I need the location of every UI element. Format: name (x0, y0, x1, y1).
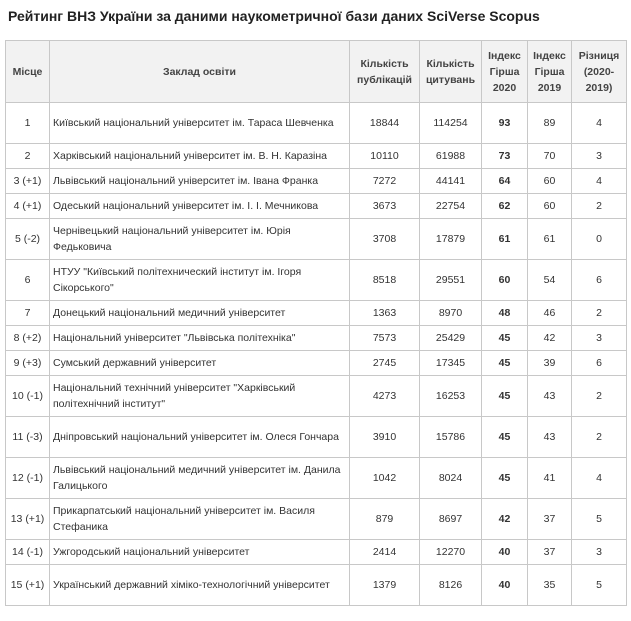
column-header-institution: Заклад освіти (50, 41, 350, 103)
table-row (6, 376, 627, 417)
institution-cell: Прикарпатський національний університет ім. Василя Стефаника (50, 499, 350, 540)
h-index-2019-cell: 43 (528, 376, 572, 417)
h-index-2019-cell: 54 (528, 260, 572, 301)
column-header-difference: Різниця (2020-2019) (572, 41, 627, 103)
table-row (6, 103, 627, 144)
h-index-2019-cell: 37 (528, 540, 572, 565)
table-row (6, 301, 627, 326)
citations-cell: 15786 (420, 417, 482, 458)
difference-cell: 3 (572, 144, 627, 169)
publications-cell: 18844 (350, 103, 420, 144)
place-cell: 8 (+2) (6, 326, 50, 351)
h-index-2020-cell: 45 (482, 458, 528, 499)
publications-cell: 1379 (350, 565, 420, 606)
publications-cell: 3673 (350, 194, 420, 219)
difference-cell: 4 (572, 458, 627, 499)
h-index-2019-cell: 42 (528, 326, 572, 351)
institution-cell: Ужгородський національний університет (50, 540, 350, 565)
publications-cell: 2414 (350, 540, 420, 565)
place-cell: 12 (-1) (6, 458, 50, 499)
place-cell: 15 (+1) (6, 565, 50, 606)
institution-cell: Український державний хіміко-технологічний університет (50, 565, 350, 606)
h-index-2020-cell: 93 (482, 103, 528, 144)
h-index-2019-cell: 61 (528, 219, 572, 260)
table-row (6, 540, 627, 565)
table-row (6, 169, 627, 194)
institution-cell: Чернівецький національний університет ім. Юрія Федьковича (50, 219, 350, 260)
institution-cell: Дніпровський національний університет ім. Олеся Гончара (50, 417, 350, 458)
institution-cell: Одеський національний університет ім. І. І. Мечникова (50, 194, 350, 219)
h-index-2019-cell: 70 (528, 144, 572, 169)
h-index-2019-cell: 43 (528, 417, 572, 458)
h-index-2020-cell: 40 (482, 565, 528, 606)
citations-cell: 25429 (420, 326, 482, 351)
h-index-2020-cell: 60 (482, 260, 528, 301)
institution-cell: Київський національний університет ім. Тараса Шевченка (50, 103, 350, 144)
table-row (6, 260, 627, 301)
citations-cell: 61988 (420, 144, 482, 169)
difference-cell: 6 (572, 351, 627, 376)
h-index-2020-cell: 45 (482, 351, 528, 376)
place-cell: 4 (+1) (6, 194, 50, 219)
difference-cell: 4 (572, 169, 627, 194)
citations-cell: 8970 (420, 301, 482, 326)
h-index-2019-cell: 35 (528, 565, 572, 606)
place-cell: 6 (6, 260, 50, 301)
institution-cell: Харківський національний університет ім. В. Н. Каразіна (50, 144, 350, 169)
column-header-citations: Кількість цитувань (420, 41, 482, 103)
h-index-2019-cell: 60 (528, 169, 572, 194)
institution-cell: Національний університет "Львівська політехніка" (50, 326, 350, 351)
page-title: Рейтинг ВНЗ України за даними наукометричної бази даних SciVerse Scopus (8, 8, 540, 24)
place-cell: 2 (6, 144, 50, 169)
h-index-2019-cell: 41 (528, 458, 572, 499)
citations-cell: 17879 (420, 219, 482, 260)
table-row (6, 326, 627, 351)
citations-cell: 16253 (420, 376, 482, 417)
column-header-h-index-2019: Індекс Гірша 2019 (528, 41, 572, 103)
publications-cell: 2745 (350, 351, 420, 376)
h-index-2020-cell: 45 (482, 376, 528, 417)
citations-cell: 8024 (420, 458, 482, 499)
citations-cell: 114254 (420, 103, 482, 144)
place-cell: 3 (+1) (6, 169, 50, 194)
institution-cell: Донецький національний медичний університет (50, 301, 350, 326)
institution-cell: Національний технічний університет "Харківський політехнічний інститут" (50, 376, 350, 417)
publications-cell: 3910 (350, 417, 420, 458)
institution-cell: НТУУ "Київський політехнический інститут ім. Ігоря Сікорського" (50, 260, 350, 301)
place-cell: 10 (-1) (6, 376, 50, 417)
publications-cell: 10110 (350, 144, 420, 169)
h-index-2019-cell: 89 (528, 103, 572, 144)
place-cell: 13 (+1) (6, 499, 50, 540)
h-index-2020-cell: 61 (482, 219, 528, 260)
difference-cell: 2 (572, 194, 627, 219)
place-cell: 9 (+3) (6, 351, 50, 376)
h-index-2020-cell: 73 (482, 144, 528, 169)
citations-cell: 44141 (420, 169, 482, 194)
citations-cell: 12270 (420, 540, 482, 565)
difference-cell: 0 (572, 219, 627, 260)
h-index-2019-cell: 39 (528, 351, 572, 376)
table-header-row (6, 41, 627, 103)
h-index-2019-cell: 60 (528, 194, 572, 219)
h-index-2020-cell: 62 (482, 194, 528, 219)
difference-cell: 3 (572, 540, 627, 565)
h-index-2020-cell: 40 (482, 540, 528, 565)
publications-cell: 7272 (350, 169, 420, 194)
difference-cell: 3 (572, 326, 627, 351)
difference-cell: 6 (572, 260, 627, 301)
table-row (6, 351, 627, 376)
h-index-2019-cell: 37 (528, 499, 572, 540)
institution-cell: Сумський державний університет (50, 351, 350, 376)
h-index-2020-cell: 45 (482, 326, 528, 351)
difference-cell: 5 (572, 565, 627, 606)
difference-cell: 2 (572, 417, 627, 458)
citations-cell: 8126 (420, 565, 482, 606)
citations-cell: 17345 (420, 351, 482, 376)
table-row (6, 194, 627, 219)
publications-cell: 7573 (350, 326, 420, 351)
column-header-place: Місце (6, 41, 50, 103)
table-row (6, 499, 627, 540)
place-cell: 14 (-1) (6, 540, 50, 565)
rating-table (5, 40, 627, 606)
place-cell: 7 (6, 301, 50, 326)
difference-cell: 4 (572, 103, 627, 144)
place-cell: 11 (-3) (6, 417, 50, 458)
h-index-2020-cell: 64 (482, 169, 528, 194)
institution-cell: Львівський національний медичний університет ім. Данила Галицького (50, 458, 350, 499)
table-row (6, 417, 627, 458)
institution-cell: Львівський національний університет ім. Івана Франка (50, 169, 350, 194)
h-index-2020-cell: 42 (482, 499, 528, 540)
column-header-publications: Кількість публікацій (350, 41, 420, 103)
publications-cell: 4273 (350, 376, 420, 417)
citations-cell: 29551 (420, 260, 482, 301)
publications-cell: 8518 (350, 260, 420, 301)
difference-cell: 5 (572, 499, 627, 540)
citations-cell: 22754 (420, 194, 482, 219)
publications-cell: 1042 (350, 458, 420, 499)
place-cell: 5 (-2) (6, 219, 50, 260)
h-index-2019-cell: 46 (528, 301, 572, 326)
difference-cell: 2 (572, 301, 627, 326)
column-header-h-index-2020: Індекс Гірша 2020 (482, 41, 528, 103)
h-index-2020-cell: 48 (482, 301, 528, 326)
table-row (6, 458, 627, 499)
citations-cell: 8697 (420, 499, 482, 540)
publications-cell: 1363 (350, 301, 420, 326)
table-row (6, 219, 627, 260)
publications-cell: 3708 (350, 219, 420, 260)
publications-cell: 879 (350, 499, 420, 540)
h-index-2020-cell: 45 (482, 417, 528, 458)
table-row (6, 565, 627, 606)
table-body (6, 103, 627, 606)
place-cell: 1 (6, 103, 50, 144)
table-row (6, 144, 627, 169)
difference-cell: 2 (572, 376, 627, 417)
